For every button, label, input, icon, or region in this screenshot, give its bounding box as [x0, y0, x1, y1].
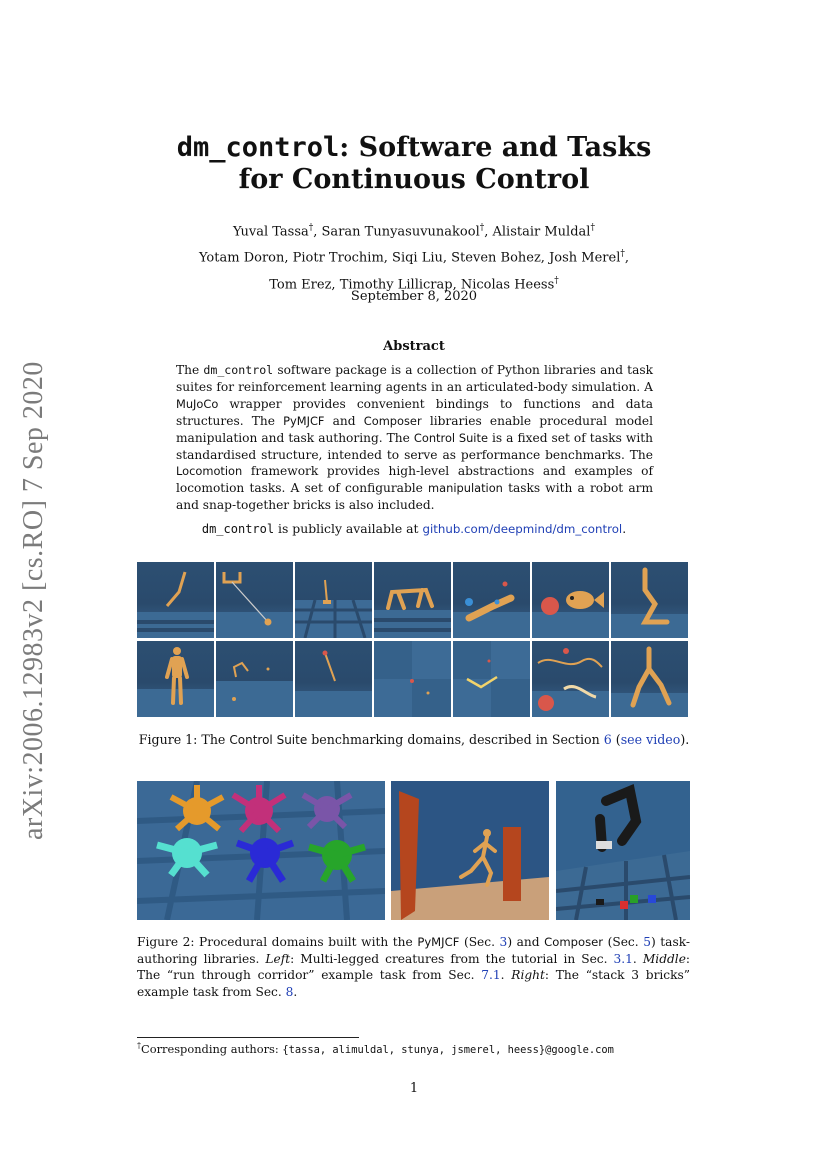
abstract-term-locomotion: Locomotion	[176, 464, 243, 479]
author-line-2: Yotam Doron, Piotr Trochim, Siqi Liu, Steven Bohez, Josh Merel†,	[198, 249, 629, 266]
caption-text: : The “run through corridor” example task from Sec.	[137, 951, 691, 982]
caption-text: Figure 2: Procedural domains built with the	[137, 935, 418, 949]
caption-label-left: Left	[265, 951, 291, 966]
caption-text: ) task-authoring libraries.	[137, 935, 690, 966]
domain-stacker-image	[532, 641, 609, 717]
caption-text: .	[293, 984, 298, 999]
author-list	[0, 217, 828, 296]
abstract-text: software package is a collection of Python libraries and task suites for reinforcement learning agents in an articulated-body simulation. A	[176, 363, 653, 394]
page-number: 1	[409, 1081, 419, 1096]
domain-point-mass-image	[374, 641, 451, 717]
domain-walker-image	[611, 641, 688, 717]
abstract-text: and	[324, 413, 364, 428]
title-line1-rest: : Software and Tasks	[339, 132, 652, 163]
caption-text: : The “stack 3 bricks” example task from Sec.	[137, 968, 691, 999]
author-name: Yuval Tassa	[233, 224, 309, 240]
domain-hopper-image	[611, 562, 688, 638]
caption-text: .	[500, 968, 512, 982]
domain-pendulum-image	[295, 641, 372, 717]
abstract-code-term: dm_control	[203, 363, 274, 377]
footnote-text: Corresponding authors:	[141, 1041, 283, 1056]
caption-term: Control Suite	[229, 733, 308, 747]
caption-text: benchmarking domains, described in Section	[307, 732, 604, 747]
abstract-term-manipulation: manipulation	[428, 481, 503, 496]
author-names: Yotam Doron, Piotr Trochim, Siqi Liu, Steven Bohez, Josh Merel	[198, 250, 621, 266]
caption-text: Figure 1: The	[138, 732, 230, 747]
footnote-emails: {tassa, alimuldal, stunya, jsmerel, heess}@google.com	[282, 1043, 614, 1056]
abstract-term-control-suite: Control Suite	[413, 430, 488, 445]
abstract-text: framework provides high-level abstractions and examples of locomotion tasks. A set of configurable	[176, 464, 653, 496]
section-ref-link[interactable]: 5	[643, 935, 651, 949]
abstract-text: is a fixed set of tasks with standardised structure, intended to serve as performance benchmarks. The	[176, 430, 653, 462]
abstract-text: tasks with a robot arm and snap-together bricks is also included.	[176, 481, 653, 513]
github-link[interactable]: github.com/deepmind/dm_control	[422, 522, 623, 536]
footnote-mark: †	[137, 1041, 141, 1050]
caption-text: ).	[680, 732, 690, 747]
footnote-divider	[137, 1037, 359, 1038]
availability-end: .	[622, 521, 627, 536]
caption-term: PyMJCF	[417, 935, 460, 949]
availability-line	[0, 521, 828, 536]
figure-2-multilegged-creatures-image	[137, 781, 385, 920]
author-mark: †	[554, 275, 559, 286]
author-names: Tom Erez, Timothy Lillicrap, Nicolas Heess	[269, 276, 555, 292]
abstract-term-mujoco: MuJoCo	[176, 396, 219, 411]
domain-acrobot-image	[137, 562, 214, 638]
abstract-text: wrapper provides convenient bindings to functions and data structures. The	[176, 396, 653, 428]
caption-label-middle: Middle	[642, 951, 686, 966]
section-ref-link[interactable]: 3.1	[613, 951, 633, 966]
corresponding-authors-footnote	[137, 1041, 614, 1056]
domain-cheetah-image	[374, 562, 451, 638]
author-name: Alistair Muldal	[492, 224, 591, 240]
author-name: Saran Tunyasuvunakool	[321, 224, 480, 240]
paper-title	[0, 132, 828, 196]
abstract-term-composer: Composer	[363, 413, 422, 428]
author-line-1: Yuval Tassa†, Saran Tunyasuvunakool†, Alistair Muldal†	[233, 223, 595, 240]
section-ref-link[interactable]: 8	[285, 984, 294, 999]
title-mono-part: dm_control	[176, 132, 340, 163]
abstract-heading: Abstract	[383, 339, 445, 354]
availability-text: is publicly available at	[274, 521, 423, 536]
caption-term: Composer	[544, 935, 604, 949]
package-name: dm_control	[201, 522, 275, 536]
figure-2-caption	[137, 934, 690, 1000]
caption-text: (	[611, 732, 621, 747]
figure-2-run-through-corridor-image	[391, 781, 549, 920]
domain-reacher-image	[216, 641, 293, 717]
abstract-body	[176, 362, 653, 514]
figure-1-control-suite-grid	[137, 562, 690, 719]
author-mark: †	[590, 223, 595, 233]
video-link[interactable]: see video	[620, 732, 681, 747]
caption-label-right: Right	[511, 968, 545, 982]
author-mark: †	[479, 223, 485, 233]
abstract-text: libraries enable procedural model manipulation and task authoring. The	[176, 413, 653, 445]
caption-text: (Sec.	[459, 935, 500, 949]
figure-1-caption	[0, 732, 828, 747]
title-line2: for Continuous Control	[238, 164, 590, 195]
domain-fish-image	[532, 562, 609, 638]
paper-date: September 8, 2020	[350, 289, 478, 304]
section-ref-link[interactable]: 6	[603, 732, 612, 747]
arxiv-identifier-stamp: arXiv:2006.12983v2 [cs.RO] 7 Sep 2020	[18, 361, 49, 840]
figure-2-stack-3-bricks-image	[556, 781, 690, 920]
caption-text: (Sec.	[603, 935, 644, 949]
domain-humanoid-image	[137, 641, 214, 717]
author-mark: †	[620, 249, 625, 260]
caption-text: .	[632, 951, 643, 966]
abstract-text: The	[176, 363, 204, 377]
domain-finger-image	[295, 562, 372, 638]
caption-text: ) and	[507, 935, 545, 949]
domain-swimmer-image	[453, 641, 530, 717]
domain-manipulator-image	[453, 562, 530, 638]
domain-cartpole-image	[216, 562, 293, 638]
author-mark: †	[308, 223, 314, 233]
section-ref-link[interactable]: 3	[499, 935, 508, 949]
section-ref-link[interactable]: 7.1	[481, 968, 501, 982]
abstract-term-pymjcf: PyMJCF	[283, 413, 325, 428]
caption-text: : Multi-legged creatures from the tutorial in Sec.	[290, 951, 614, 966]
